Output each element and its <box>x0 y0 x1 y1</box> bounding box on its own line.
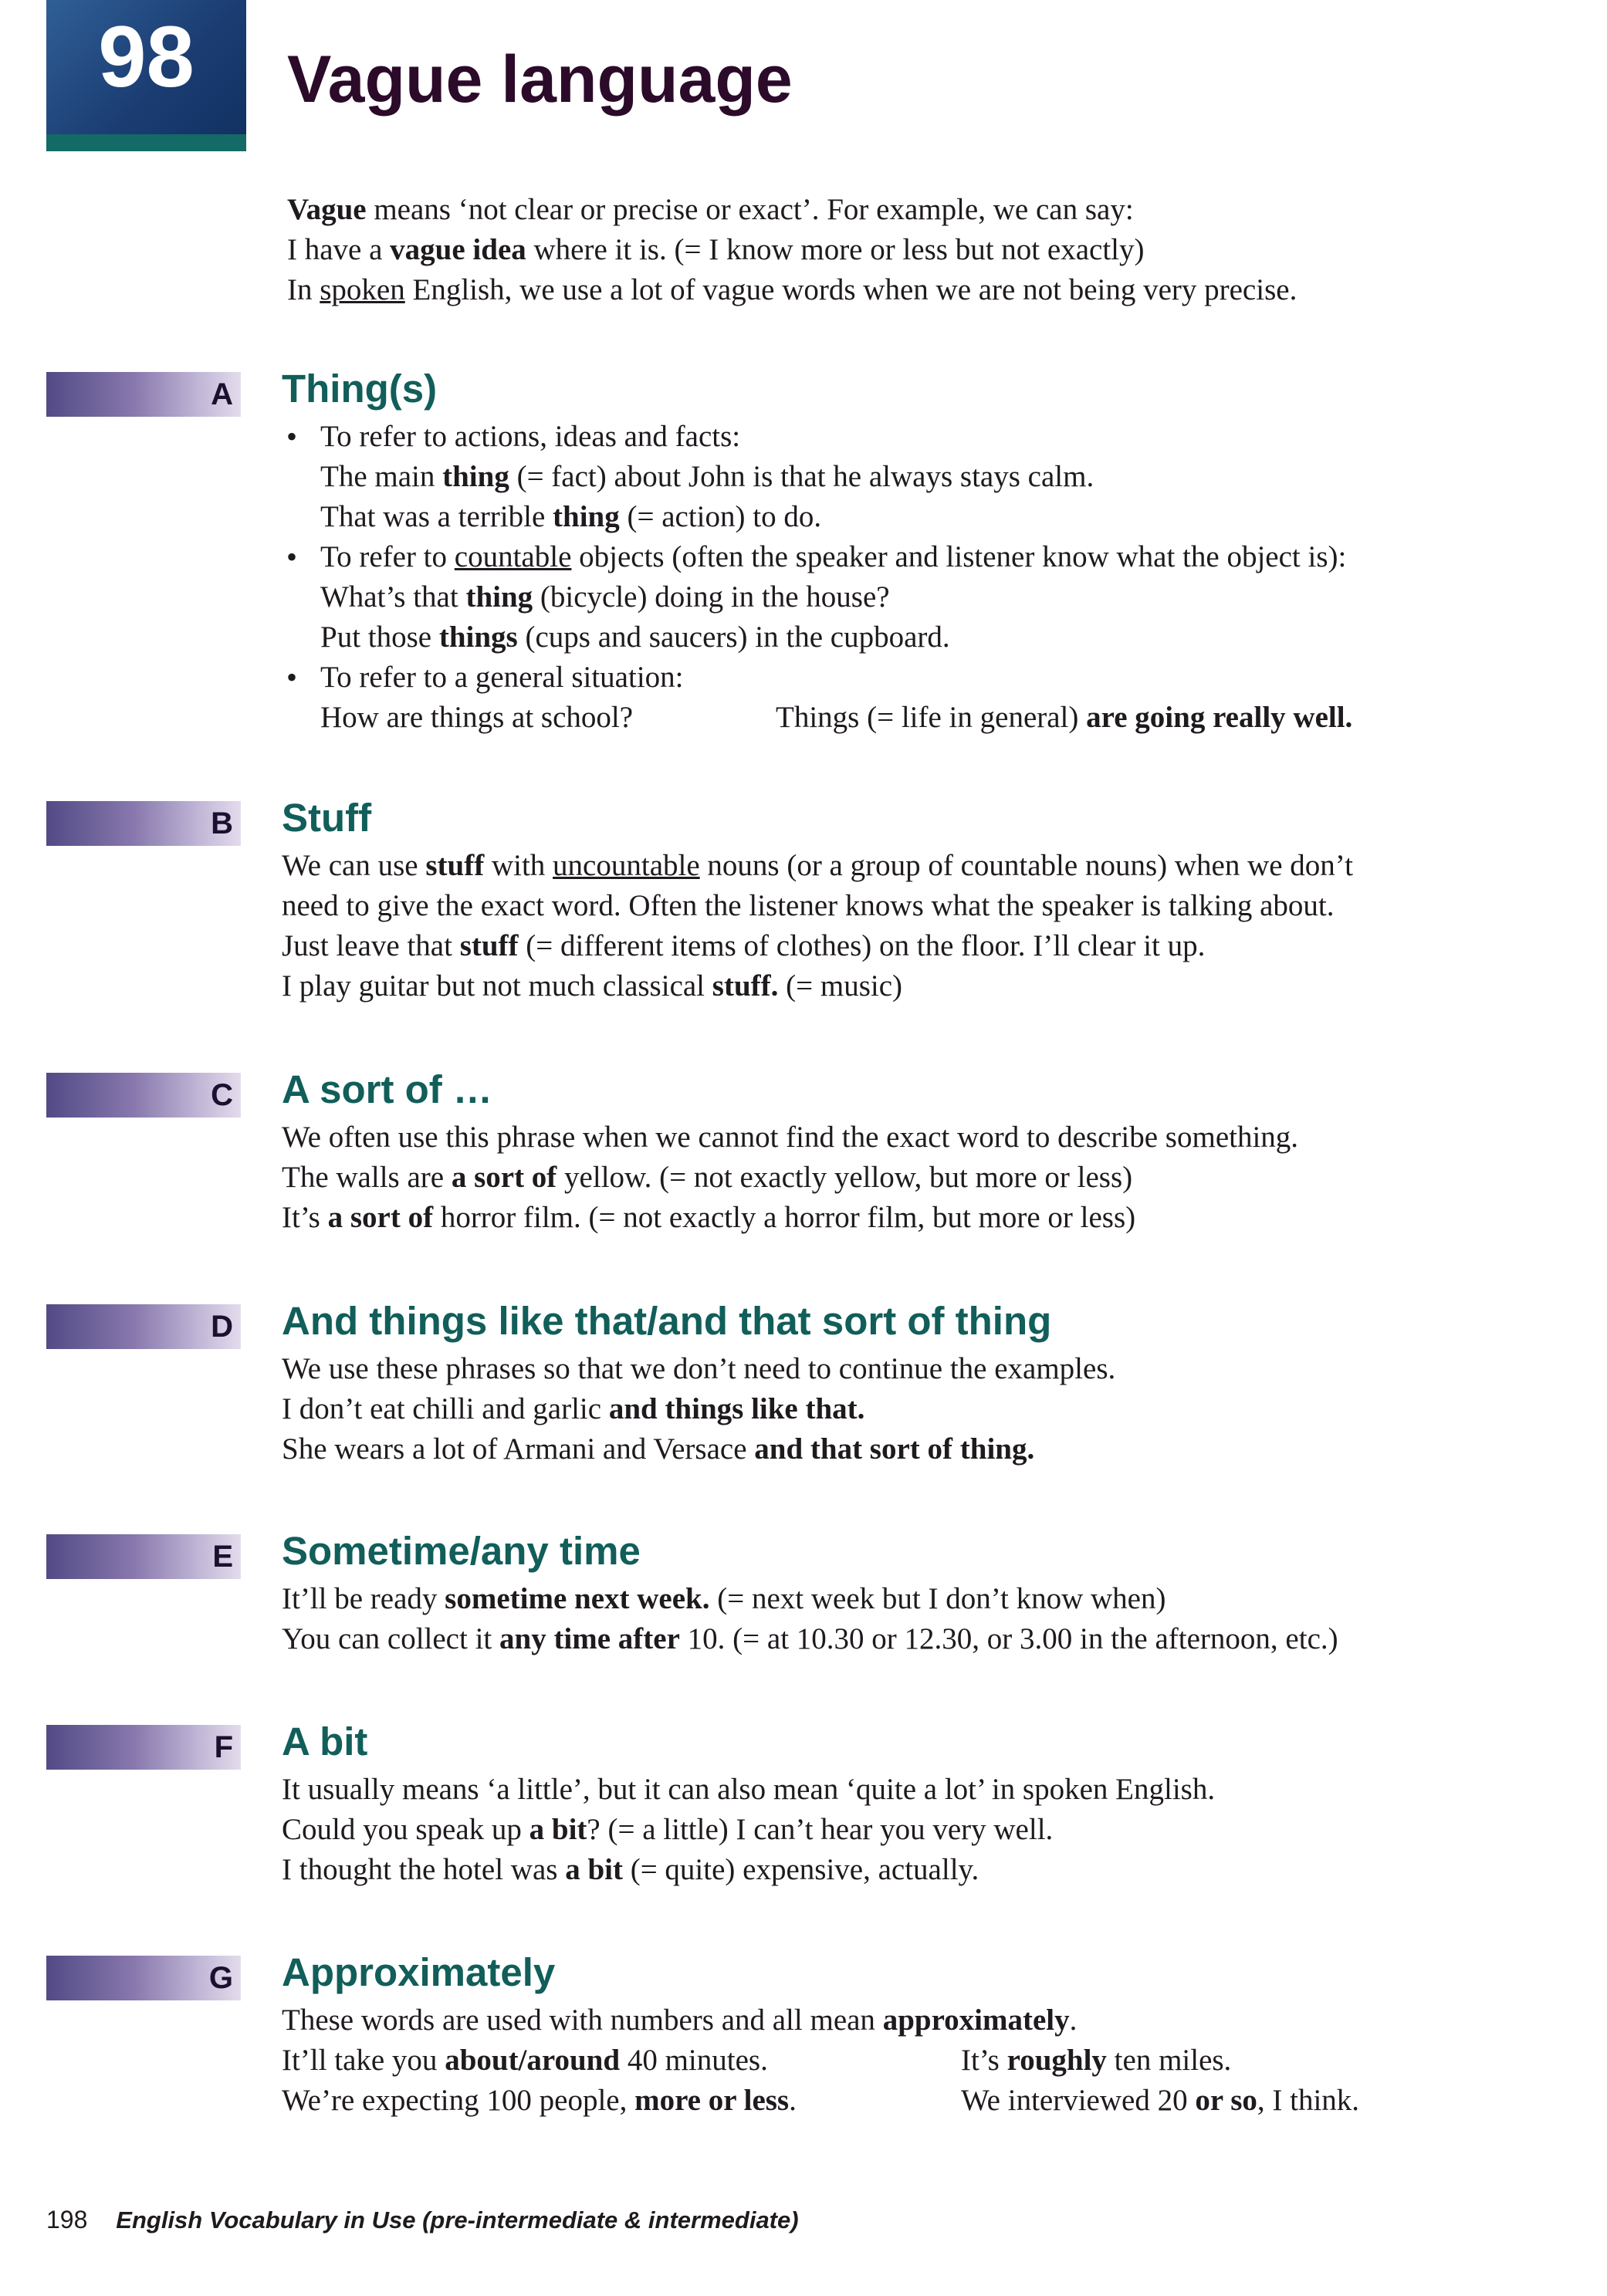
section-body: These words are used with numbers and all mean approximately. It’ll take you about/around 40 minutes. It’s roughly ten miles. We’re expecting 100 people, more or less. We interviewed 20 or so, I think. <box>282 2000 1586 2121</box>
section-title: Approximately <box>282 1950 556 1994</box>
example-sentence: Could you speak up a bit? (= a little) I can’t hear you very well. <box>282 1813 1054 1846</box>
section-title: Thing(s) <box>282 367 438 411</box>
section-body: It usually means ‘a little’, but it can also mean ‘quite a lot’ in spoken English. Could you speak up a bit? (= a little) I can’t hear you very well. I thought the hotel was a bit (= quite) expensive, actually. <box>282 1770 1586 1890</box>
section-title: And things like that/and that sort of thing <box>282 1299 1052 1343</box>
section-body: We use these phrases so that we don’t need to continue the examples. I don’t eat chilli and garlic and things like that. She wears a lot of Armani and Versace and that sort of thing. <box>282 1349 1586 1469</box>
example-sentence: Put those things (cups and saucers) in the cupboard. <box>320 620 950 654</box>
section-letter: D <box>211 1310 233 1344</box>
bullet-item: • To refer to countable objects (often the speaker and listener know what the object is): What’s that thing (bicycle) doing in the house? Put those things (cups and saucers) in the cupboard. <box>282 537 1586 658</box>
section-title: A bit <box>282 1719 368 1763</box>
book-title: English Vocabulary in Use (pre-intermediate & intermediate) <box>116 2206 799 2233</box>
intro-line: In spoken English, we use a lot of vague words when we are not being very precise. <box>287 273 1297 306</box>
section-letter: A <box>211 377 233 411</box>
section-body: We can use stuff with uncountable nouns (or a group of countable nouns) when we don’t need to give the exact word. Often the listener knows what the speaker is talking about. Just leave that stuff (= different items of clothes) on the floor. I’ll clear it up. I play guitar but not much classical stuff. (= music) <box>282 846 1586 1006</box>
intro-line: Vague means ‘not clear or precise or exact’. For example, we can say: <box>287 193 1134 226</box>
section-letter: B <box>211 806 233 840</box>
section-letter: C <box>211 1078 233 1112</box>
section-title: Sometime/any time <box>282 1529 641 1573</box>
example-sentence: The main thing (= fact) about John is that he always stays calm. <box>320 460 1094 493</box>
example-sentence: She wears a lot of Armani and Versace and that sort of thing. <box>282 1432 1035 1466</box>
example-sentence: Just leave that stuff (= different items of clothes) on the floor. I’ll clear it up. <box>282 929 1206 962</box>
section-tab-a <box>46 372 241 417</box>
page-number: 198 <box>46 2206 88 2233</box>
section-tab-b <box>46 801 241 846</box>
unit-number: 98 <box>98 8 195 105</box>
section-body <box>282 1579 1586 1659</box>
section-body: We often use this phrase when we cannot find the exact word to describe something. The walls are a sort of yellow. (= not exactly yellow, but more or less) It’s a sort of horror film. (= not exactly a horror film, but more or less) <box>282 1118 1586 1238</box>
section-tab-g <box>46 1956 241 2000</box>
section-letter: F <box>214 1730 233 1764</box>
example-sentence: You can collect it any time after 10. (= at 10.30 or 12.30, or 3.00 in the afternoon, etc.) <box>282 1622 1338 1655</box>
section-title: Stuff <box>282 796 372 840</box>
section-tab-e <box>46 1534 241 1579</box>
section-body <box>282 417 1586 738</box>
section-tab-f <box>46 1725 241 1770</box>
intro-line: I have a vague idea where it is. (= I know more or less but not exactly) <box>287 233 1145 266</box>
example-sentence: I thought the hotel was a bit (= quite) expensive, actually. <box>282 1853 979 1886</box>
unit-number-box <box>46 0 246 151</box>
example-sentence: What’s that thing (bicycle) doing in the house? <box>320 580 890 614</box>
example-sentence: It’ll be ready sometime next week. (= next week but I don’t know when) <box>282 1582 1166 1615</box>
bullet-item: • To refer to actions, ideas and facts: The main thing (= fact) about John is that he always stays calm. That was a terrible thing (= action) to do. <box>282 417 1586 537</box>
section-letter: G <box>208 1961 233 1995</box>
page-footer <box>46 2206 799 2234</box>
section-letter: E <box>212 1540 233 1574</box>
example-sentence: How are things at school? Things (= life in general) are going really well. <box>320 701 1353 734</box>
example-sentence: It’ll take you about/around 40 minutes. It’s roughly ten miles. <box>282 2044 1232 2077</box>
section-tab-d <box>46 1304 241 1349</box>
example-sentence: It’s a sort of horror film. (= not exactly a horror film, but more or less) <box>282 1201 1136 1234</box>
section-title: A sort of … <box>282 1067 492 1111</box>
example-sentence: I play guitar but not much classical stuff. (= music) <box>282 969 903 1003</box>
example-sentence: We’re expecting 100 people, more or less. We interviewed 20 or so, I think. <box>282 2084 1360 2117</box>
intro-paragraph <box>287 190 1553 310</box>
example-sentence: The walls are a sort of yellow. (= not exactly yellow, but more or less) <box>282 1161 1133 1194</box>
unit-title: Vague language <box>287 42 793 117</box>
section-tab-c <box>46 1073 241 1118</box>
example-sentence: That was a terrible thing (= action) to do. <box>320 500 822 533</box>
example-sentence: I don’t eat chilli and garlic and things like that. <box>282 1392 865 1425</box>
bullet-item: • To refer to a general situation: How are things at school? Things (= life in general) are going really well. <box>282 658 1586 738</box>
